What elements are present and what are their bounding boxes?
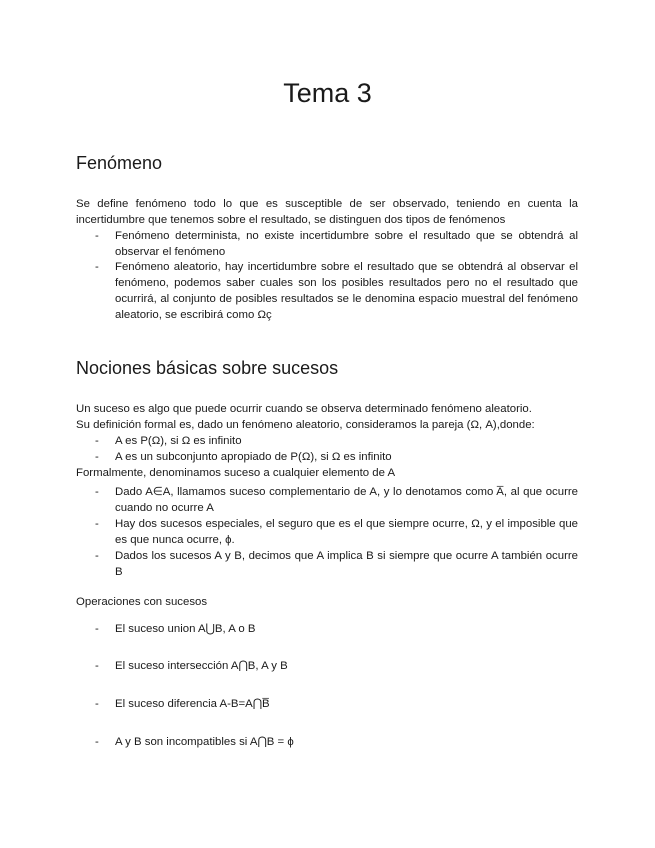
list-item bbox=[95, 228, 578, 260]
list-item bbox=[95, 259, 578, 323]
paragraph-line: Un suceso es algo que puede ocurrir cuando se observa determinado fenómeno aleatorio. bbox=[76, 403, 532, 415]
list-item bbox=[95, 433, 578, 449]
list-item-text: Dado A∈A, llamamos suceso complementario de A, y lo denotamos como A̅, al que ocurre cuando no ocurre A bbox=[115, 486, 578, 514]
list-item-text: Fenómeno determinista, no existe incertidumbre sobre el resultado que se obtendrá al observar el fenómeno bbox=[115, 230, 578, 258]
list-item bbox=[95, 484, 578, 516]
bullet-dash: - bbox=[95, 518, 99, 530]
bullet-dash: - bbox=[95, 230, 99, 242]
list-item-text: A es un subconjunto apropiado de P(Ω), si Ω es infinito bbox=[115, 451, 392, 463]
list-item-text: El suceso union A⋃B, A o B bbox=[115, 623, 256, 635]
list-item bbox=[95, 734, 578, 750]
list-item bbox=[95, 658, 578, 674]
bullet-dash: - bbox=[95, 451, 99, 463]
list-item bbox=[95, 548, 578, 580]
page-title: Tema 3 bbox=[283, 78, 372, 108]
bullet-dash: - bbox=[95, 550, 99, 562]
list-item bbox=[95, 449, 578, 465]
paragraph-line: Su definición formal es, dado un fenómeno aleatorio, consideramos la pareja (Ω, A),donde: bbox=[76, 419, 535, 431]
section-heading-fenomeno: Fenómeno bbox=[76, 153, 163, 173]
bullet-dash: - bbox=[95, 698, 99, 710]
list-item-text: Dados los sucesos A y B, decimos que A implica B si siempre que ocurre A también ocurre B bbox=[115, 550, 578, 578]
list-item-text: Fenómeno aleatorio, hay incertidumbre sobre el resultado que se obtendrá al observar el fenómeno, podemos saber cuales son los posibles resultados pero no el resultado que ocurrirá, al conjunto de posibles resultados se le denomina espacio muestral del fenómeno aleatorio, se escribirá como Ωç bbox=[115, 261, 578, 321]
bullet-dash: - bbox=[95, 261, 99, 273]
subheading-operaciones: Operaciones con sucesos bbox=[76, 596, 208, 608]
section-heading-nociones: Nociones básicas sobre sucesos bbox=[76, 358, 339, 378]
list-item-text: Hay dos sucesos especiales, el seguro que es el que siempre ocurre, Ω, y el imposible que es que nunca ocurre, ϕ. bbox=[115, 518, 578, 546]
list-item bbox=[95, 621, 578, 637]
bullet-dash: - bbox=[95, 486, 99, 498]
bullet-dash: - bbox=[95, 623, 99, 635]
intro-paragraph: Se define fenómeno todo lo que es susceptible de ser observado, teniendo en cuenta la incertidumbre que tenemos sobre el resultado, se distinguen dos tipos de fenómenos bbox=[76, 198, 578, 226]
bullet-dash: - bbox=[95, 660, 99, 672]
bullet-dash: - bbox=[95, 736, 99, 748]
bullet-dash: - bbox=[95, 435, 99, 447]
list-item bbox=[95, 696, 578, 712]
list-item-text: A y B son incompatibles si A⋂B = ϕ bbox=[115, 736, 294, 748]
list-item-text: El suceso intersección A⋂B, A y B bbox=[115, 660, 288, 672]
list-item-text: El suceso diferencia A-B=A⋂B̅ bbox=[115, 698, 270, 710]
list-item-text: A es P(Ω), si Ω es infinito bbox=[115, 435, 242, 447]
paragraph-line: Formalmente, denominamos suceso a cualquier elemento de A bbox=[76, 467, 396, 479]
list-item bbox=[95, 516, 578, 548]
